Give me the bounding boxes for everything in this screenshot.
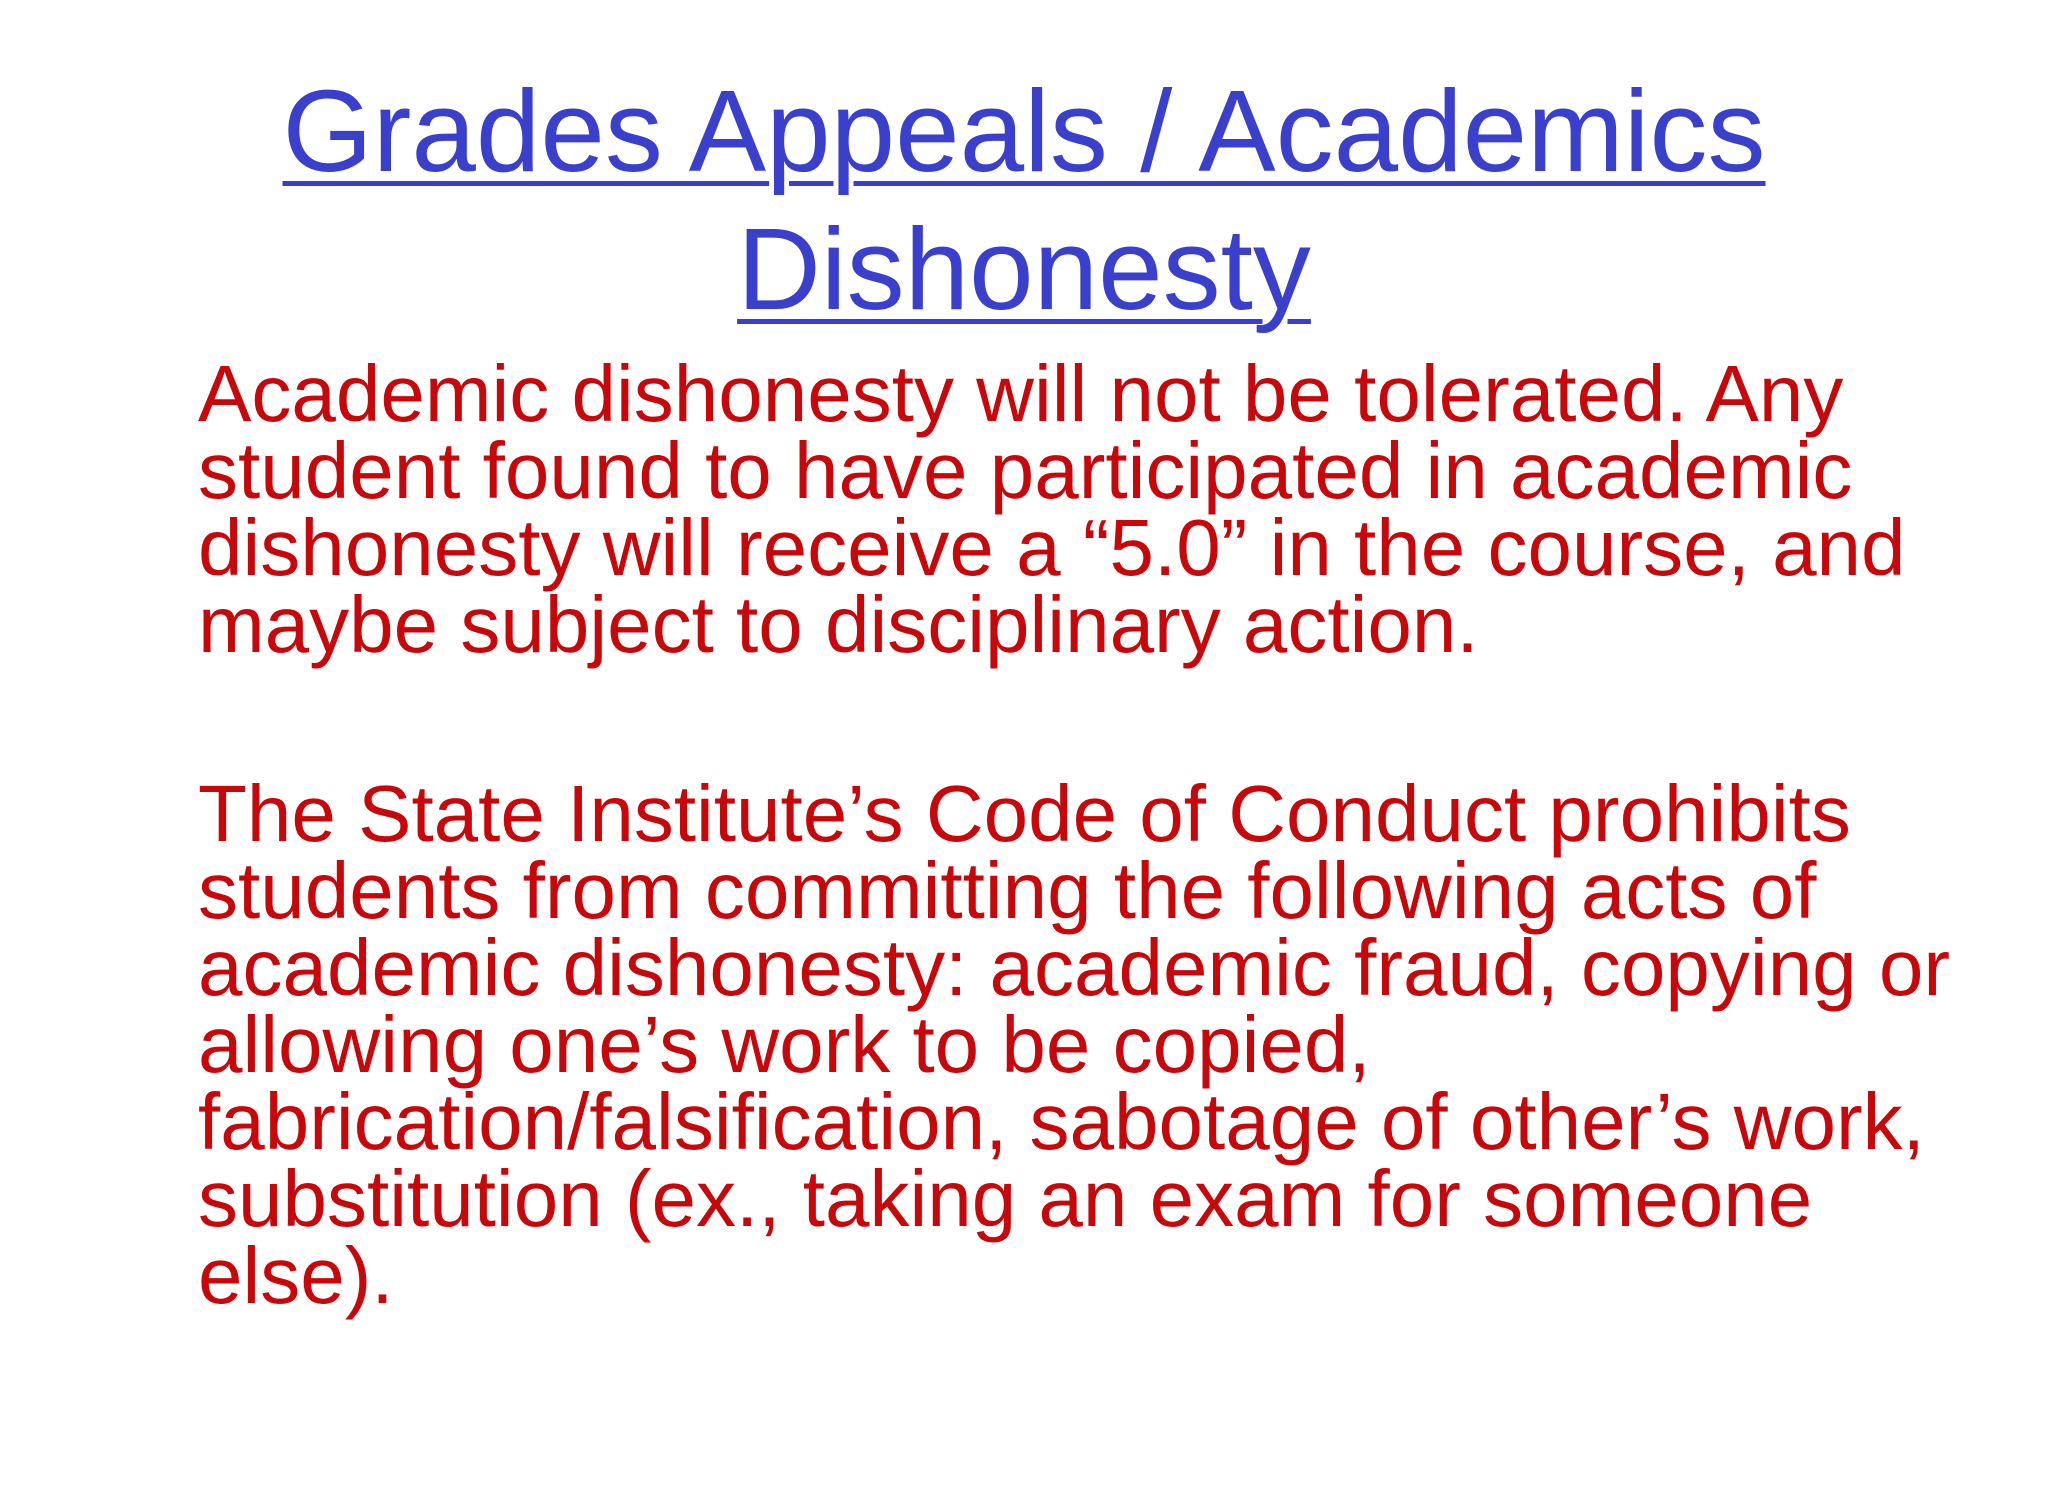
paragraph-academic-dishonesty: Academic dishonesty will not be tolerated. Any student found to have participated in academic dishonesty will receive a “5.0” in the course, and maybe subject to disciplinary action.: [198, 349, 1906, 669]
slide-title-line-1: Grades Appeals / Academics: [282, 66, 1766, 196]
slide-title-line-2: Dishonesty: [737, 204, 1311, 334]
slide-title: [0, 62, 2048, 338]
paragraph-code-of-conduct: The State Institute’s Code of Conduct prohibits students from committing the following acts of academic dishonesty: academic fraud, copying or allowing one’s work to be copied, fabrication/falsification, sabotage of other’s work, substitution (ex., taking an exam for someone else).: [198, 769, 1951, 1320]
